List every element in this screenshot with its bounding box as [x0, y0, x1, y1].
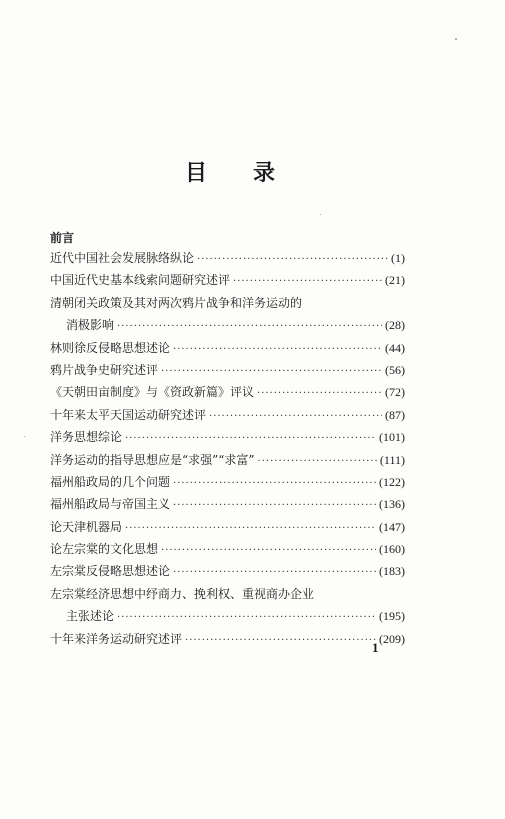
- toc-preface: 前言: [50, 231, 75, 245]
- toc-entry-page: (56): [385, 362, 405, 377]
- toc-leader-dots: [233, 271, 382, 293]
- toc-leader-dots: [161, 361, 382, 383]
- toc-entry-page: (183): [379, 564, 405, 579]
- toc-entry-title: 主张述论: [66, 609, 115, 624]
- toc-leader-dots: [161, 540, 376, 562]
- toc-entry: [50, 314, 405, 336]
- toc-entry-title: 清朝闭关政策及其对两次鸦片战争和洋务运动的: [50, 295, 303, 310]
- toc-entry-title: 消极影响: [66, 318, 115, 333]
- toc-leader-dots: [173, 473, 376, 495]
- toc-entry: [50, 426, 405, 448]
- toc-entry-title: 福州船政局与帝国主义: [50, 497, 171, 512]
- toc-entry: [50, 404, 405, 426]
- toc-entry: [50, 269, 405, 291]
- toc-leader-dots: [173, 339, 382, 361]
- toc-entry: [50, 247, 405, 269]
- toc-entry-title: 论左宗棠的文化思想: [50, 542, 159, 557]
- toc-entry-page: (21): [385, 273, 405, 288]
- toc-entry-title: 洋务思想综论: [50, 430, 123, 445]
- title-char-2: 录: [252, 160, 275, 186]
- toc-entry-title: 十年来太平天国运动研究述评: [50, 407, 207, 422]
- toc-entry-title: 鸦片战争史研究述评: [50, 362, 159, 377]
- toc-leader-dots: [197, 249, 388, 271]
- paper-speck: [455, 38, 457, 40]
- toc-entry: [50, 337, 405, 359]
- page-number: 1: [372, 640, 379, 655]
- toc-entry: [50, 292, 405, 314]
- page-title: [185, 156, 275, 187]
- toc-entry-title: 左宗棠经济思想中纾商力、挽利权、重视商办企业: [50, 586, 315, 601]
- toc-entry: [50, 628, 405, 650]
- toc-leader-dots: [185, 630, 376, 652]
- toc-entry: [50, 516, 405, 538]
- toc-entry-page: (87): [385, 407, 405, 422]
- table-of-contents: [50, 247, 405, 650]
- toc-entry-title: 林则徐反侵略思想述论: [50, 340, 171, 355]
- toc-leader-dots: [209, 406, 382, 428]
- toc-entry-page: (111): [379, 452, 405, 467]
- paper-speck: [24, 436, 25, 437]
- toc-entry-page: (28): [385, 318, 405, 333]
- toc-entry-page: (72): [385, 385, 405, 400]
- toc-entry: [50, 471, 405, 493]
- toc-entry-title: 左宗棠反侵略思想述论: [50, 564, 171, 579]
- toc-entry: [50, 381, 405, 403]
- toc-entry-title: 福州船政局的几个问题: [50, 474, 171, 489]
- toc-entry-page: (209): [379, 631, 405, 646]
- toc-entry-title: 《天朝田亩制度》与《资政新篇》评议: [50, 385, 255, 400]
- toc-entry-page: (122): [379, 474, 405, 489]
- toc-entry-title: 中国近代史基本线索问题研究述评: [50, 273, 231, 288]
- toc-entry-page: (160): [379, 542, 405, 557]
- toc-entry: [50, 605, 405, 627]
- toc-leader-dots: [173, 562, 376, 584]
- toc-entry: [50, 359, 405, 381]
- toc-entry-page: (1): [391, 251, 405, 265]
- toc-leader-dots: [257, 383, 382, 405]
- toc-leader-dots: [125, 428, 376, 450]
- toc-leader-dots: [258, 451, 377, 473]
- toc-leader-dots: [173, 495, 376, 517]
- toc-entry-page: (44): [385, 340, 405, 355]
- title-char-1: 目: [185, 160, 208, 186]
- toc-entry-title: 十年来洋务运动研究述评: [50, 631, 183, 646]
- toc-entry: [50, 583, 405, 605]
- toc-entry-page: (147): [379, 519, 405, 534]
- toc-entry-page: (136): [379, 497, 405, 512]
- paper-speck: [320, 214, 321, 215]
- toc-entry-title: 近代中国社会发展脉络纵论: [50, 251, 195, 265]
- toc-leader-dots: [125, 518, 376, 540]
- toc-entry-title: 论天津机器局: [50, 519, 123, 534]
- toc-entry-page: (195): [379, 609, 405, 624]
- toc-entry: [50, 449, 405, 471]
- toc-entry: [50, 538, 405, 560]
- toc-entry-page: (101): [379, 430, 405, 445]
- toc-entry: [50, 560, 405, 582]
- toc-leader-dots: [117, 607, 376, 629]
- toc-entry-title: 洋务运动的指导思想应是“求强”“求富”: [50, 452, 255, 467]
- toc-entry: [50, 493, 405, 515]
- toc-leader-dots: [117, 316, 382, 338]
